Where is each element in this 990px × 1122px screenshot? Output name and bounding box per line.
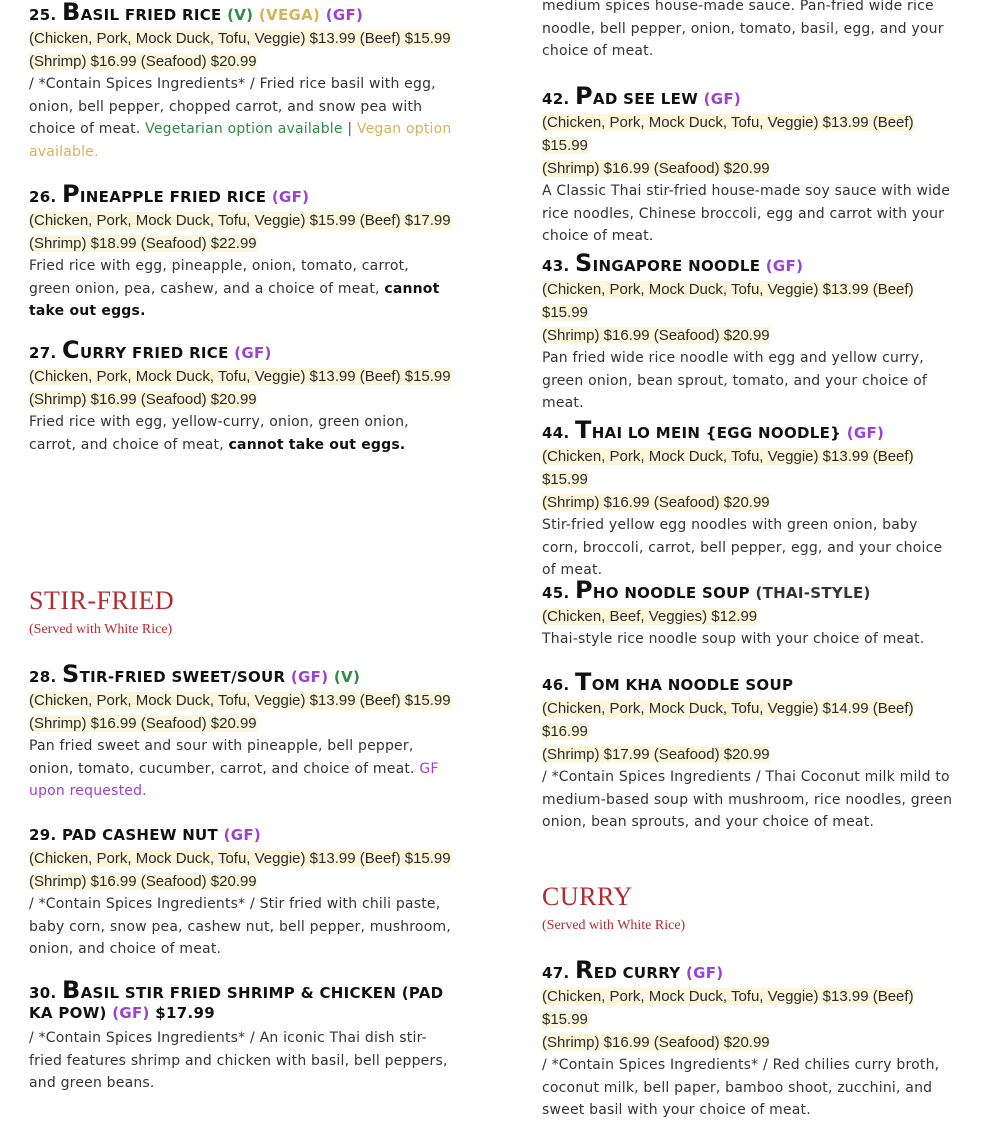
item-title: 47. RED CURRY (GF)	[542, 956, 724, 984]
tag-gluten-free: (GF)	[223, 826, 262, 844]
section-curry	[542, 883, 685, 935]
item-prices: (Chicken, Beef, Veggies) $12.99	[542, 608, 758, 625]
item-title: 29. PAD CASHEW NUT (GF)	[29, 826, 262, 844]
item-title: 42. PAD SEE LEW (GF)	[542, 82, 742, 110]
menu-item-30[interactable]	[29, 976, 454, 1095]
item-description: / *Contain Spices Ingredients* / Fried rice basil with egg, onion, bell pepper, chopped carrot, and snow pea with choice of meat. Vegetarian option available | Vegan option available.	[29, 76, 452, 160]
item-description: medium spices house-made sauce. Pan-fried wide rice noodle, bell pepper, onion, tomato, basil, egg, and your choice of meat.	[542, 0, 944, 59]
item-prices: (Chicken, Pork, Mock Duck, Tofu, Veggie) $13.99 (Beef) $15.99 (Shrimp) $16.99 (Seafood) $20.99	[29, 368, 451, 408]
item-title: 28. STIR-FRIED SWEET/SOUR (GF) (V)	[29, 660, 361, 688]
menu-item-44[interactable]	[542, 416, 954, 582]
item-description: A Classic Thai stir-fried house-made soy sauce with wide rice noodles, Chinese broccoli, egg and carrot with your choice of meat.	[542, 183, 951, 244]
item-description: / *Contain Spices Ingredients / Thai Coconut milk mild to medium-based soup with mushroom, rice noodles, green onion, bean sprouts, and your choice of meat.	[542, 769, 953, 830]
menu-item-28[interactable]	[29, 660, 454, 803]
vegetarian-note: Vegetarian option available	[145, 121, 343, 137]
section-stir-fried	[29, 587, 174, 639]
tag-gluten-free: (GF)	[703, 90, 742, 108]
tag-gluten-free: (GF)	[685, 964, 724, 982]
item-prices: (Chicken, Pork, Mock Duck, Tofu, Veggie) $13.99 (Beef) $15.99 (Shrimp) $16.99 (Seafood) $20.99	[29, 30, 451, 70]
menu-item-42[interactable]	[542, 82, 954, 248]
section-subheading: (Served with White Rice)	[542, 918, 686, 933]
item-title: 43. SINGAPORE NOODLE (GF)	[542, 249, 804, 277]
item-price: $17.99	[155, 1004, 215, 1022]
item-style-note: (THAI-STYLE)	[755, 584, 871, 602]
tag-vegetarian: (V)	[333, 668, 361, 686]
section-heading: STIR-FRIED	[29, 586, 175, 615]
item-prices: (Chicken, Pork, Mock Duck, Tofu, Veggie) $13.99 (Beef) $15.99 (Shrimp) $16.99 (Seafood) $20.99	[542, 448, 914, 511]
item-title: 25. BASIL FRIED RICE (V) (VEGA) (GF)	[29, 0, 364, 26]
item-description: Fried rice with egg, yellow-curry, onion, green onion, carrot, and choice of meat, cannot take out eggs.	[29, 414, 409, 453]
menu-item-47[interactable]	[542, 956, 954, 1122]
item-title: 45. PHO NOODLE SOUP (THAI-STYLE)	[542, 576, 871, 604]
item-prices: (Chicken, Pork, Mock Duck, Tofu, Veggie) $13.99 (Beef) $15.99 (Shrimp) $16.99 (Seafood) $20.99	[29, 850, 451, 890]
item-description: Fried rice with egg, pineapple, onion, tomato, carrot, green onion, pea, cashew, and a choice of meat, cannot take out eggs.	[29, 258, 440, 319]
item-description: / *Contain Spices Ingredients* / An iconic Thai dish stir-fried features shrimp and chicken with basil, bell peppers, and green beans.	[29, 1030, 448, 1091]
tag-gluten-free: (GF)	[765, 257, 804, 275]
item-title: 27. CURRY FRIED RICE (GF)	[29, 336, 272, 364]
item-title: 26. PINEAPPLE FRIED RICE (GF)	[29, 180, 310, 208]
item-description: / *Contain Spices Ingredients* / Stir fried with chili paste, baby corn, snow pea, cashew nut, bell pepper, mushroom, onion, and choice of meat.	[29, 896, 451, 957]
tag-gluten-free: (GF)	[271, 188, 310, 206]
tag-gluten-free: (GF)	[325, 6, 364, 24]
item-prices: (Chicken, Pork, Mock Duck, Tofu, Veggie) $13.99 (Beef) $15.99 (Shrimp) $16.99 (Seafood) $20.99	[29, 692, 451, 732]
item-description: Pan fried sweet and sour with pineapple, bell pepper, onion, tomato, cucumber, carrot, and choice of meat. GF upon requested.	[29, 738, 439, 799]
tag-gluten-free: (GF)	[234, 344, 272, 362]
menu-item-41-continued	[542, 0, 954, 63]
section-heading: CURRY	[542, 882, 633, 911]
vegan-note: Vegan option available.	[29, 121, 452, 160]
item-prices: (Chicken, Pork, Mock Duck, Tofu, Veggie) $14.99 (Beef) $16.99 (Shrimp) $17.99 (Seafood) $20.99	[542, 700, 914, 763]
item-title: 44. THAI LO MEIN {EGG NOODLE} (GF)	[542, 416, 885, 444]
menu-item-25[interactable]	[29, 2, 454, 163]
section-subheading: (Served with White Rice)	[29, 622, 173, 637]
item-prices: (Chicken, Pork, Mock Duck, Tofu, Veggie) $13.99 (Beef) $15.99 (Shrimp) $16.99 (Seafood) $20.99	[542, 988, 914, 1051]
tag-gluten-free: (GF)	[112, 1004, 150, 1022]
item-prices: (Chicken, Pork, Mock Duck, Tofu, Veggie) $15.99 (Beef) $17.99 (Shrimp) $18.99 (Seafood) $22.99	[29, 212, 451, 252]
item-description: / *Contain Spices Ingredients* / Red chilies curry broth, coconut milk, bell paper, bamboo shoot, zucchini, and sweet basil with your choice of meat.	[542, 1057, 940, 1118]
tag-vegetarian: (V)	[227, 6, 254, 24]
menu-item-45[interactable]	[542, 576, 954, 651]
menu-item-29[interactable]	[29, 825, 454, 961]
tag-gluten-free: (GF)	[290, 668, 329, 686]
gf-note: GF upon requested.	[29, 760, 439, 799]
warning-note: cannot take out eggs.	[228, 436, 406, 453]
item-description: Stir-fried yellow egg noodles with green onion, baby corn, broccoli, carrot, bell pepper, egg, and your choice of meat.	[542, 517, 943, 578]
item-description: Pan fried wide rice noodle with egg and yellow curry, green onion, bean sprout, tomato, and your choice of meat.	[542, 350, 928, 411]
menu-item-43[interactable]	[542, 249, 954, 415]
item-prices: (Chicken, Pork, Mock Duck, Tofu, Veggie) $13.99 (Beef) $15.99 (Shrimp) $16.99 (Seafood) $20.99	[542, 114, 914, 177]
item-title: 30. BASIL STIR FRIED SHRIMP & CHICKEN (PAD KA POW) (GF) $17.99	[29, 976, 444, 1022]
warning-note: cannot take out eggs.	[29, 280, 440, 319]
menu-item-27[interactable]	[29, 336, 454, 456]
tag-vegan: (VEGA)	[258, 6, 321, 24]
menu-item-26[interactable]	[29, 180, 454, 323]
item-prices: (Chicken, Pork, Mock Duck, Tofu, Veggie) $13.99 (Beef) $15.99 (Shrimp) $16.99 (Seafood) $20.99	[542, 281, 914, 344]
menu-item-46[interactable]	[542, 668, 954, 834]
item-description: Thai-style rice noodle soup with your choice of meat.	[542, 631, 925, 647]
tag-gluten-free: (GF)	[846, 424, 885, 442]
item-title: 46. TOM KHA NOODLE SOUP	[542, 668, 794, 696]
